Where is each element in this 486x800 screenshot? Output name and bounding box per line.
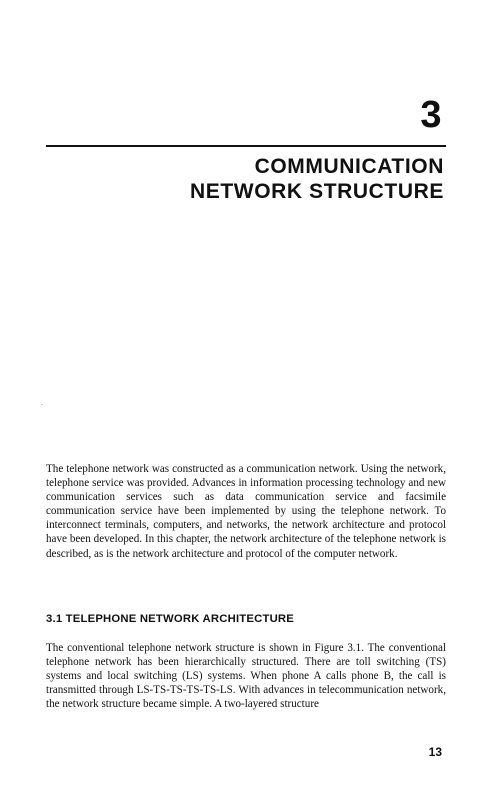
section-heading: 3.1 TELEPHONE NETWORK ARCHITECTURE <box>46 613 295 625</box>
chapter-rule <box>46 145 446 147</box>
chapter-number: 3 <box>420 94 442 136</box>
section-paragraph: The conventional telephone network structure is shown in Figure 3.1. The conventional telephone network has been hierarchically structured. There are toll switching (TS) systems and local switching (LS) systems. When phone A calls phone B, the call is transmitted through LS-TS-TS-TS-TS-LS. With advances in telecommunication network, the network structure became simple. A two-layered structure <box>46 642 446 711</box>
chapter-title-line-1: COMMUNICATION <box>254 155 444 178</box>
intro-paragraph: The telephone network was constructed as a communication network. Using the network, telephone service was provided. Advances in information processing technology and new communication services such as data communication service and facsimile communication service have been implemented by using the telephone network. To interconnect terminals, computers, and networks, the network architecture and protocol have been developed. In this chapter, the network architecture of the telephone network is described, as is the network architecture and protocol of the computer network. <box>46 463 446 560</box>
chapter-title <box>114 154 444 204</box>
scan-speck <box>41 404 43 405</box>
page-number: 13 <box>428 745 442 759</box>
chapter-title-line-2: NETWORK STRUCTURE <box>189 180 444 203</box>
